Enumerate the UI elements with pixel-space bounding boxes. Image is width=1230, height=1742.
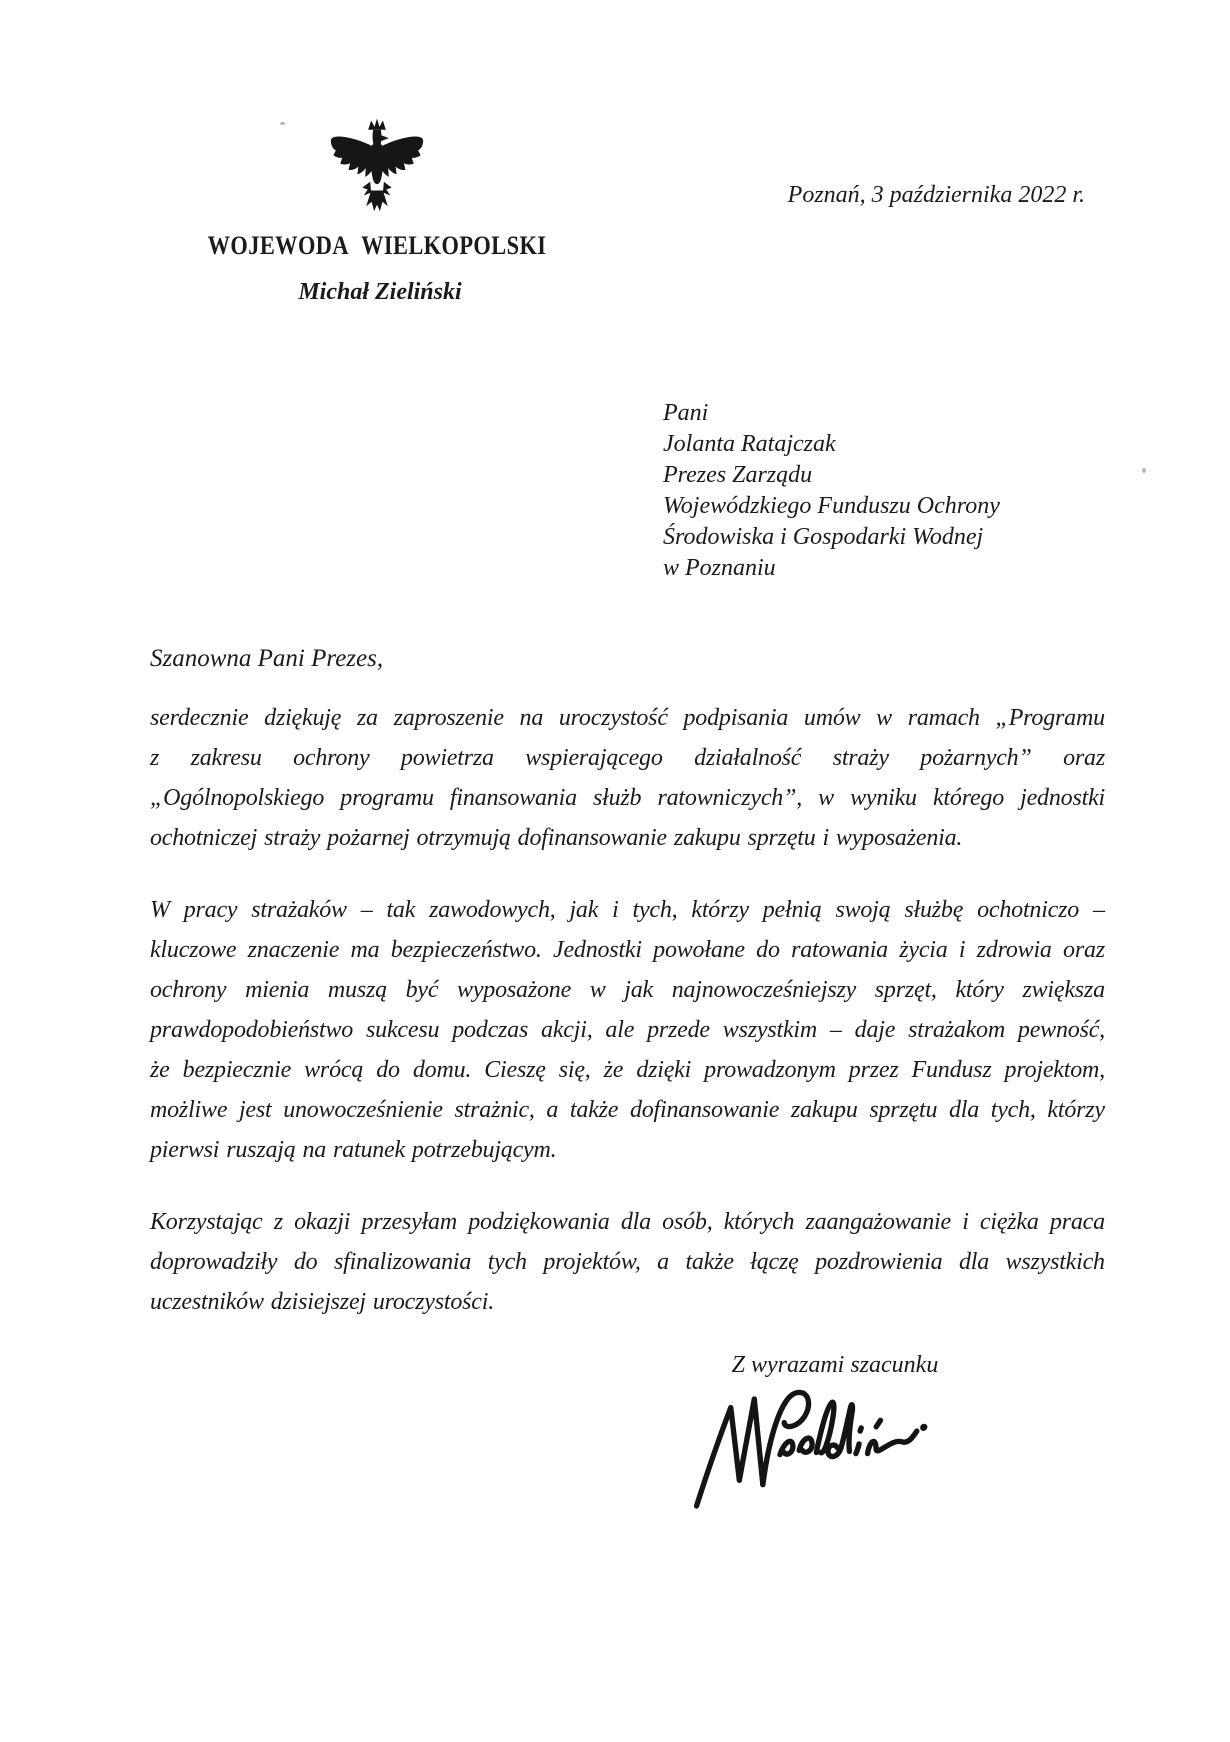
body-paragraph xyxy=(150,890,1105,1170)
body-line: serdecznie dziękuję za zaproszenie na uroczystość podpisania umów w ramach „Programu xyxy=(150,705,1105,731)
body-line: możliwe jest unowocześnienie strażnic, a także dofinansowanie zakupu sprzętu dla tych, którzy xyxy=(150,1097,1105,1123)
body-line: uczestników dzisiejszej uroczystości. xyxy=(150,1289,494,1315)
body-paragraph xyxy=(150,698,1105,858)
body-line: kluczowe znaczenie ma bezpieczeństwo. Jednostki powołane do ratowania życia i zdrowia oraz xyxy=(150,937,1105,963)
body-line: prawdopodobieństwo sukcesu podczas akcji, ale przede wszystkim – daje strażakom pewność, xyxy=(150,1017,1105,1043)
recipient-line: Prezes Zarządu xyxy=(663,462,813,488)
recipient-line: Środowiska i Gospodarki Wodnej xyxy=(663,524,984,550)
scan-speck xyxy=(1142,468,1146,473)
body-line: ochotniczej straży pożarnej otrzymują dofinansowanie zakupu sprzętu i wyposażenia. xyxy=(150,825,963,851)
body-line: ochrony mienia muszą być wyposażone w jak najnowocześniejszy sprzęt, który zwiększa xyxy=(150,977,1105,1003)
scan-speck xyxy=(280,122,285,125)
handwritten-signature-icon xyxy=(688,1374,966,1516)
body-line: z zakresu ochrony powietrza wspierającego działalność straży pożarnych” oraz xyxy=(150,745,1105,771)
recipient-line: Wojewódzkiego Funduszu Ochrony xyxy=(663,493,1000,519)
body-line: „Ogólnopolskiego programu finansowania służb ratowniczych”, w wyniku którego jednostki xyxy=(150,785,1105,811)
polish-crowned-eagle-emblem-icon xyxy=(328,114,426,222)
body-line: doprowadziły do sfinalizowania tych projektów, a także łączę pozdrowienia dla wszystkich xyxy=(150,1249,1105,1275)
body-line: Korzystając z okazji przesyłam podziękowania dla osób, których zaangażowanie i ciężka praca xyxy=(150,1209,1105,1235)
recipient-line: Pani xyxy=(663,400,709,426)
body-line: W pracy strażaków – tak zawodowych, jak i tych, którzy pełnią swoją służbę ochotniczo – xyxy=(150,897,1105,923)
official-name: Michał Zieliński xyxy=(298,279,462,305)
body-paragraph xyxy=(150,1202,1105,1322)
body-line: że bezpiecznie wrócą do domu. Cieszę się, że dzięki prowadzonym przez Fundusz projektom, xyxy=(150,1057,1105,1083)
body-line: pierwsi ruszają na ratunek potrzebującym. xyxy=(150,1137,557,1163)
office-title: WOJEWODA WIELKOPOLSKI xyxy=(207,231,547,260)
salutation: Szanowna Pani Prezes, xyxy=(150,645,384,672)
valediction: Z wyrazami szacunku xyxy=(731,1352,939,1378)
recipient-block xyxy=(663,398,1000,584)
recipient-line: w Poznaniu xyxy=(663,555,776,581)
letter-body xyxy=(150,698,1105,1322)
recipient-line: Jolanta Ratajczak xyxy=(663,431,836,457)
dateline: Poznań, 3 października 2022 r. xyxy=(787,182,1085,208)
